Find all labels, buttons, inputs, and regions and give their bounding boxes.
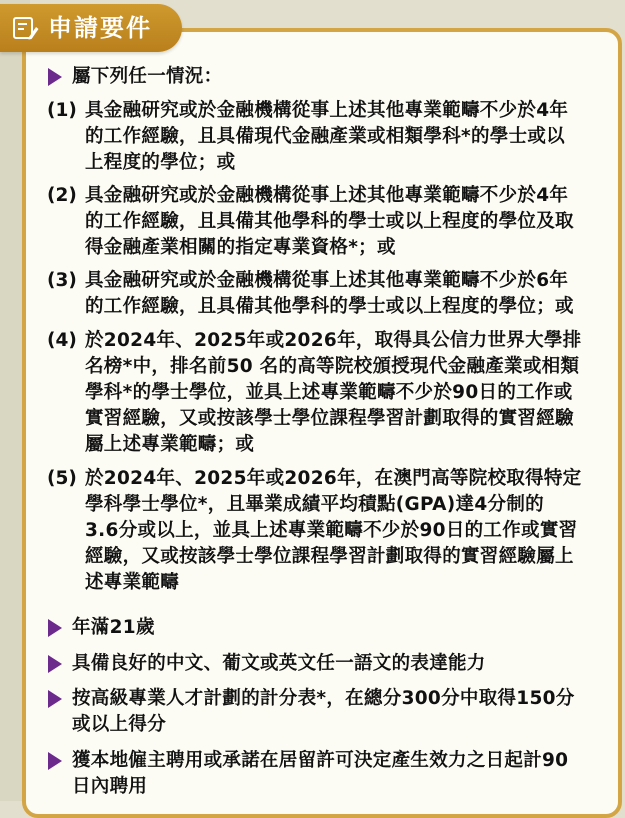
case-line: 於2024年、2025年或2026年，在澳門高等院校取得特定 bbox=[85, 468, 582, 489]
intro-text: 屬下列任一情況： bbox=[72, 66, 223, 87]
case-line: 上程度的學位；或 bbox=[85, 152, 236, 173]
case-line: 具金融研究或於金融機構從事上述其他專業範疇不少於4年 bbox=[85, 100, 569, 121]
requirement-score: 或以上得分 bbox=[72, 714, 167, 735]
case-line: 經驗，又或按該學士學位課程學習計劃取得的實習經驗屬上 bbox=[85, 546, 574, 567]
document-pen-icon bbox=[12, 15, 40, 41]
case-number: (3) bbox=[47, 270, 77, 291]
case-number: (5) bbox=[47, 468, 77, 489]
case-line: 得金融產業相關的指定專業資格*；或 bbox=[85, 237, 396, 258]
case-number: (2) bbox=[47, 185, 77, 206]
case-line: 實習經驗，又或按該學士學位課程學習計劃取得的實習經驗 bbox=[85, 408, 574, 429]
case-line: 屬上述專業範疇；或 bbox=[85, 434, 255, 455]
case-line: 學科*的學士學位，並具上述專業範疇不少於90日的工作或 bbox=[85, 382, 573, 403]
case-line: 的工作經驗，且具備現代金融產業或相類學科*的學士或以 bbox=[85, 126, 565, 147]
bullet-triangle-icon bbox=[48, 752, 62, 770]
case-line: 具金融研究或於金融機構從事上述其他專業範疇不少於6年 bbox=[85, 270, 569, 291]
case-number: (1) bbox=[47, 100, 77, 121]
case-line: 名榜*中，排名前50 名的高等院校頒授現代金融產業或相類 bbox=[85, 356, 580, 377]
section-header-tag bbox=[0, 4, 182, 52]
requirement-language: 具備良好的中文、葡文或英文任一語文的表達能力 bbox=[72, 653, 486, 674]
bullet-triangle-icon bbox=[48, 619, 62, 637]
bullet-triangle-icon bbox=[48, 690, 62, 708]
case-line: 具金融研究或於金融機構從事上述其他專業範疇不少於4年 bbox=[85, 185, 569, 206]
bullet-triangle-icon bbox=[48, 68, 62, 86]
section-title: 申請要件 bbox=[48, 14, 152, 42]
case-line: 的工作經驗，且具備其他學科的學士或以上程度的學位及取 bbox=[85, 211, 574, 232]
case-line: 3.6分或以上，並具上述專業範疇不少於90日的工作或實習 bbox=[85, 520, 578, 541]
case-line: 的工作經驗，且具備其他學科的學士或以上程度的學位；或 bbox=[85, 296, 574, 317]
bullet-triangle-icon bbox=[48, 655, 62, 673]
requirement-employment: 獲本地僱主聘用或承諾在居留許可決定產生效力之日起計90 bbox=[72, 750, 569, 771]
case-line: 於2024年、2025年或2026年，取得具公信力世界大學排 bbox=[85, 330, 582, 351]
case-line: 述專業範疇 bbox=[85, 572, 180, 593]
requirement-age: 年滿21歲 bbox=[72, 617, 155, 638]
case-line: 學科學士學位*，且畢業成績平均積點(GPA)達4分制的 bbox=[85, 494, 544, 515]
case-number: (4) bbox=[47, 330, 77, 351]
requirement-score: 按高級專業人才計劃的計分表*，在總分300分中取得150分 bbox=[72, 688, 575, 709]
requirement-employment: 日內聘用 bbox=[72, 776, 148, 797]
